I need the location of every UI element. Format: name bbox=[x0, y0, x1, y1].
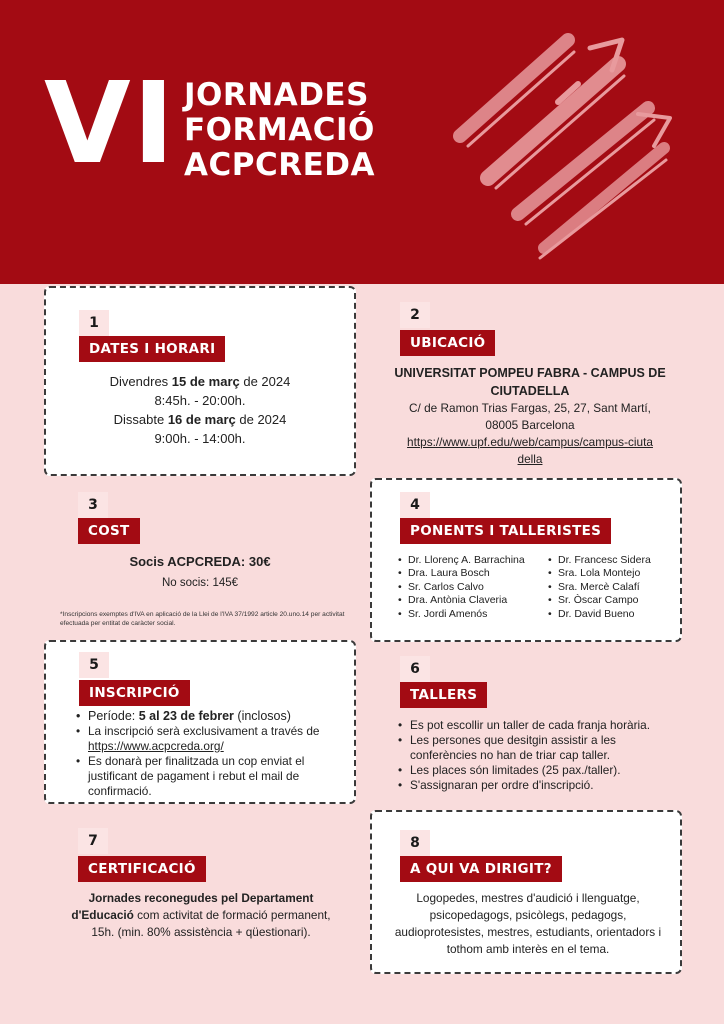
certification-card bbox=[44, 822, 356, 972]
section-label: INSCRIPCIÓ bbox=[79, 680, 190, 706]
speaker: • Sr. Carlos Calvo bbox=[398, 581, 525, 594]
section-number: 1 bbox=[79, 310, 109, 336]
cost-non-members: No socis: 145€ bbox=[161, 577, 239, 589]
cost-footnote: *Inscripcions exemptes d'IVA en aplicació de la Llei de l'IVA 37/1992 article 20.uno.14 per activitat efectuada per entitat de caràcter social. bbox=[60, 611, 345, 627]
address-line2: 08005 Barcelona bbox=[485, 418, 575, 432]
day1-line: Divendres 15 de març de 2024 bbox=[109, 374, 291, 389]
registration-completion: • Es donarà per finalitzada un cop enviat el justificant de pagament i rebut el mail de confirmació. bbox=[76, 754, 346, 799]
certification-text: Jornades reconegudes pel Departament d'Educació com activitat de formació permanent, 15h. (min. 80% assistència + qüestionari). bbox=[71, 891, 331, 939]
dates-schedule bbox=[56, 372, 344, 448]
speaker: • Sra. Mercè Calafí bbox=[548, 581, 651, 594]
section-label: DATES I HORARI bbox=[79, 336, 225, 362]
section-number: 4 bbox=[400, 492, 430, 518]
speaker: • Dra. Antònia Claveria bbox=[398, 594, 525, 607]
section-label: CERTIFICACIÓ bbox=[78, 856, 206, 882]
speaker: • Dr. Llorenç A. Barrachina bbox=[398, 554, 525, 567]
speaker: • Dra. Laura Bosch bbox=[398, 567, 525, 580]
audience-card bbox=[370, 810, 682, 974]
workshop-rule: • Les places són limitades (25 pax./taller). bbox=[398, 763, 678, 778]
registration-card bbox=[44, 640, 356, 804]
cost-members: Socis ACPCREDA: 30€ bbox=[129, 554, 271, 569]
speaker: • Dr. Francesc Sidera bbox=[548, 554, 651, 567]
speakers-column-2 bbox=[548, 554, 651, 621]
zigzag-arrows-icon bbox=[440, 18, 680, 268]
speakers-column-1 bbox=[398, 554, 525, 621]
workshop-rule: • Les persones que desitgin assistir a les conferències no han de triar cap taller. bbox=[398, 733, 678, 763]
speaker: • Sr. Jordi Amenós bbox=[398, 608, 525, 621]
audience-text: Logopedes, mestres d'audició i llenguatge, psicopedagogs, psicòlegs, pedagogs, audioprotesistes, mestres, estudiants, orientadors i tothom amb interès en el tema. bbox=[394, 891, 662, 956]
event-title bbox=[184, 78, 375, 183]
workshop-rule: • Es pot escollir un taller de cada franja horària. bbox=[398, 718, 678, 733]
dates-card bbox=[44, 286, 356, 476]
cost-card bbox=[44, 486, 356, 634]
section-label: PONENTS I TALLERISTES bbox=[400, 518, 611, 544]
registration-list bbox=[76, 708, 346, 799]
registration-link[interactable]: https://www.acpcreda.org/ bbox=[88, 739, 224, 753]
venue-name: UNIVERSITAT POMPEU FABRA - CAMPUS DE CIUTADELLA bbox=[394, 366, 666, 398]
location-details bbox=[382, 364, 678, 468]
header-banner bbox=[0, 0, 724, 284]
speakers-card bbox=[370, 478, 682, 642]
section-number: 7 bbox=[78, 828, 108, 854]
workshops-list bbox=[398, 718, 678, 793]
speaker: • Sr. Òscar Campo bbox=[548, 594, 651, 607]
day1-time: 8:45h. - 20:00h. bbox=[154, 393, 246, 408]
title-line-2: FORMACIÓ bbox=[184, 112, 375, 148]
section-number: 6 bbox=[400, 656, 430, 682]
section-label: COST bbox=[78, 518, 140, 544]
venue-link[interactable]: https://www.upf.edu/web/campus/campus-ciutadella bbox=[407, 435, 653, 466]
title-line-3: ACPCREDA bbox=[184, 147, 375, 183]
registration-method: • La inscripció serà exclusivament a través de https://www.acpcreda.org/ bbox=[76, 724, 346, 754]
registration-period: • Període: 5 al 23 de febrer (inclosos) bbox=[76, 708, 346, 724]
workshop-rule: • S'assignaran per ordre d'inscripció. bbox=[398, 778, 678, 793]
section-label: UBICACIÓ bbox=[400, 330, 495, 356]
edition-numeral: VI bbox=[44, 59, 177, 189]
section-number: 5 bbox=[79, 652, 109, 678]
day2-time: 9:00h. - 14:00h. bbox=[154, 431, 246, 446]
speaker: • Sra. Lola Montejo bbox=[548, 567, 651, 580]
address-line1: C/ de Ramon Trias Fargas, 25, 27, Sant Martí, bbox=[409, 401, 651, 415]
section-number: 3 bbox=[78, 492, 108, 518]
section-label: A QUI VA DIRIGIT? bbox=[400, 856, 562, 882]
section-number: 8 bbox=[400, 830, 430, 856]
section-number: 2 bbox=[400, 302, 430, 328]
workshops-card bbox=[372, 650, 682, 800]
speaker: • Dr. David Bueno bbox=[548, 608, 651, 621]
section-label: TALLERS bbox=[400, 682, 487, 708]
location-card bbox=[372, 286, 682, 476]
title-line-1: JORNADES bbox=[184, 77, 369, 113]
day2-line: Dissabte 16 de març de 2024 bbox=[113, 412, 287, 427]
